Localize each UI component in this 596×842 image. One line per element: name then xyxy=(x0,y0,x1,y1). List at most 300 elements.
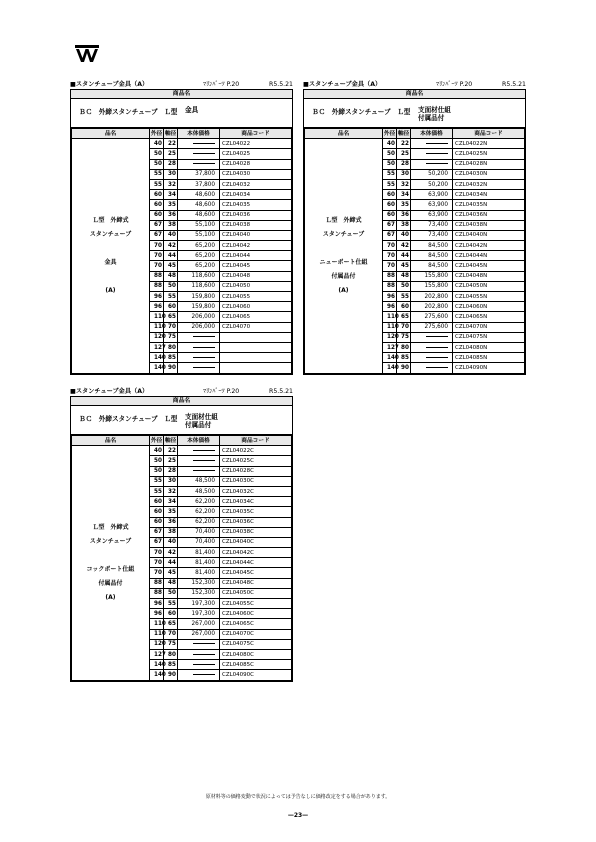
shaft-diameter-cell: 36 xyxy=(164,517,178,527)
shaft-diameter-cell: 22 xyxy=(164,139,178,149)
item-name-line: (A) xyxy=(105,286,116,294)
shaft-diameter-cell: 36 xyxy=(397,210,411,220)
shaft-diameter-cell: 80 xyxy=(397,342,411,352)
product-code-cell: CZL04090N xyxy=(453,363,525,373)
price-cell xyxy=(411,149,453,159)
product-code-cell: CZL04042 xyxy=(220,241,292,251)
item-name-line xyxy=(72,270,149,284)
shaft-diameter-cell: 85 xyxy=(397,353,411,363)
shaft-diameter-cell: 70 xyxy=(397,322,411,332)
outer-diameter-cell: 40 xyxy=(150,446,164,456)
outer-diameter-cell: 88 xyxy=(383,271,397,281)
price-cell: 62,200 xyxy=(178,507,220,517)
shaft-diameter-cell: 22 xyxy=(397,139,411,149)
no-price-dash xyxy=(193,643,215,644)
shaft-diameter-cell: 65 xyxy=(397,312,411,322)
shaft-diameter-cell: 35 xyxy=(164,507,178,517)
revision-date: R5.5.21 xyxy=(269,81,293,88)
column-header: 商品コード xyxy=(220,436,292,446)
item-name-cell xyxy=(72,139,150,373)
price-cell: 50,200 xyxy=(411,179,453,189)
item-name-cell xyxy=(305,139,383,373)
outer-diameter-cell: 96 xyxy=(150,302,164,312)
price-table xyxy=(304,128,525,374)
shaft-diameter-cell: 42 xyxy=(164,241,178,251)
outer-diameter-cell: 67 xyxy=(383,230,397,240)
price-cell: 197,300 xyxy=(178,599,220,609)
block-title: ■スタンチューブ金具（A） xyxy=(70,81,149,88)
product-code-cell: CZL04045 xyxy=(220,261,292,271)
outer-diameter-cell: 88 xyxy=(383,281,397,291)
product-code-cell: CZL04050N xyxy=(453,281,525,291)
shaft-diameter-cell: 28 xyxy=(397,159,411,169)
no-price-dash xyxy=(426,143,448,144)
price-cell: 202,800 xyxy=(411,292,453,302)
price-cell xyxy=(178,139,220,149)
item-name-line: 付属品付 xyxy=(331,272,356,280)
price-cell: 48,600 xyxy=(178,200,220,210)
price-cell: 152,300 xyxy=(178,578,220,588)
outer-diameter-cell: 67 xyxy=(150,220,164,230)
price-cell: 84,500 xyxy=(411,241,453,251)
shaft-diameter-cell: 44 xyxy=(397,251,411,261)
price-cell xyxy=(411,139,453,149)
shaft-diameter-cell: 65 xyxy=(164,312,178,322)
item-name-line: ニューポート仕組 xyxy=(319,258,368,266)
product-code-cell: CZL04075N xyxy=(453,332,525,342)
price-cell: 81,400 xyxy=(178,558,220,568)
shaft-diameter-cell: 22 xyxy=(164,446,178,456)
outer-diameter-cell: 110 xyxy=(150,619,164,629)
shaft-diameter-cell: 55 xyxy=(397,292,411,302)
column-header: 商品コード xyxy=(220,129,292,139)
price-cell xyxy=(411,332,453,342)
revision-date: R5.5.21 xyxy=(502,81,526,88)
shaft-diameter-cell: 45 xyxy=(164,568,178,578)
product-code-cell: CZL04042N xyxy=(453,241,525,251)
outer-diameter-cell: 110 xyxy=(150,312,164,322)
shaft-diameter-cell: 30 xyxy=(164,476,178,486)
item-name-line: (A) xyxy=(105,593,116,601)
shaft-diameter-cell: 50 xyxy=(164,281,178,291)
outer-diameter-cell: 55 xyxy=(150,486,164,496)
price-cell: 118,600 xyxy=(178,271,220,281)
price-cell: 202,800 xyxy=(411,302,453,312)
product-code-cell: CZL04065C xyxy=(220,619,292,629)
shaft-diameter-cell: 44 xyxy=(164,251,178,261)
item-name-line xyxy=(72,549,149,563)
item-name-line: 金具 xyxy=(104,258,117,266)
shaft-diameter-cell: 70 xyxy=(164,322,178,332)
price-cell xyxy=(178,149,220,159)
product-code-cell: CZL04055N xyxy=(453,292,525,302)
product-code-cell: CZL04022N xyxy=(453,139,525,149)
shaft-diameter-cell: 55 xyxy=(164,599,178,609)
product-code-cell: CZL04038 xyxy=(220,220,292,230)
outer-diameter-cell: 50 xyxy=(150,466,164,476)
price-cell: 37,800 xyxy=(178,169,220,179)
no-price-dash xyxy=(426,357,448,358)
shaft-diameter-cell: 50 xyxy=(164,588,178,598)
shaft-diameter-cell: 70 xyxy=(164,629,178,639)
product-description xyxy=(304,99,525,128)
price-cell: 155,800 xyxy=(411,271,453,281)
outer-diameter-cell: 70 xyxy=(383,251,397,261)
shaft-diameter-cell: 28 xyxy=(164,159,178,169)
shaft-diameter-cell: 38 xyxy=(397,220,411,230)
product-code-cell: CZL04060C xyxy=(220,609,292,619)
column-header: 軸径 xyxy=(164,129,178,139)
column-header: 外径 xyxy=(150,436,164,446)
shaft-diameter-cell: 48 xyxy=(164,578,178,588)
outer-diameter-cell: 127 xyxy=(150,342,164,352)
product-code-cell: CZL04085N xyxy=(453,353,525,363)
product-code-cell: CZL04055 xyxy=(220,292,292,302)
product-code-cell: CZL04036 xyxy=(220,210,292,220)
price-cell: 63,900 xyxy=(411,210,453,220)
table-row xyxy=(305,139,525,149)
product-code-cell: CZL04030 xyxy=(220,169,292,179)
product-code-cell: CZL04050 xyxy=(220,281,292,291)
product-code-cell: CZL04035C xyxy=(220,507,292,517)
no-price-dash xyxy=(426,163,448,164)
shaft-diameter-cell: 75 xyxy=(164,332,178,342)
tw-logo-icon xyxy=(74,44,100,64)
product-code-cell: CZL04032C xyxy=(220,486,292,496)
outer-diameter-cell: 70 xyxy=(150,558,164,568)
price-cell: 48,500 xyxy=(178,486,220,496)
outer-diameter-cell: 60 xyxy=(150,517,164,527)
outer-diameter-cell: 140 xyxy=(150,660,164,670)
price-cell xyxy=(411,342,453,352)
column-header: 品名 xyxy=(72,436,150,446)
product-code-cell: CZL04060N xyxy=(453,302,525,312)
price-block xyxy=(70,387,293,682)
shaft-diameter-cell: 75 xyxy=(164,639,178,649)
outer-diameter-cell: 88 xyxy=(150,271,164,281)
product-description xyxy=(71,99,292,128)
outer-diameter-cell: 50 xyxy=(383,149,397,159)
price-table xyxy=(71,128,292,374)
outer-diameter-cell: 70 xyxy=(150,568,164,578)
price-cell xyxy=(178,649,220,659)
shaft-diameter-cell: 45 xyxy=(164,261,178,271)
outer-diameter-cell: 140 xyxy=(150,353,164,363)
column-header: 本体価格 xyxy=(178,129,220,139)
price-cell xyxy=(178,342,220,352)
price-cell: 197,300 xyxy=(178,609,220,619)
outer-diameter-cell: 55 xyxy=(383,179,397,189)
no-price-dash xyxy=(193,367,215,368)
column-header: 本体価格 xyxy=(411,129,453,139)
outer-diameter-cell: 120 xyxy=(150,639,164,649)
product-code-cell: CZL04040N xyxy=(453,230,525,240)
product-code-cell xyxy=(220,342,292,352)
shaft-diameter-cell: 90 xyxy=(397,363,411,373)
item-name-line: スタンチューブ xyxy=(322,230,365,238)
price-block xyxy=(70,80,293,375)
product-name-header: 商品名 xyxy=(71,397,292,406)
column-header: 外径 xyxy=(150,129,164,139)
product-code-cell: CZL04040C xyxy=(220,537,292,547)
shaft-diameter-cell: 90 xyxy=(164,363,178,373)
outer-diameter-cell: 140 xyxy=(383,353,397,363)
page-reference: ﾏﾘﾝﾊﾟｰﾂ P.20 xyxy=(436,81,473,88)
product-code-cell: CZL04070 xyxy=(220,322,292,332)
item-name-line: Ｌ型 外締式 xyxy=(325,216,362,224)
shaft-diameter-cell: 65 xyxy=(164,619,178,629)
price-cell: 62,200 xyxy=(178,497,220,507)
no-price-dash xyxy=(193,674,215,675)
column-header: 本体価格 xyxy=(178,436,220,446)
product-code-cell: CZL04038N xyxy=(453,220,525,230)
no-price-dash xyxy=(426,153,448,154)
outer-diameter-cell: 50 xyxy=(150,159,164,169)
price-cell: 70,400 xyxy=(178,537,220,547)
page-reference: ﾏﾘﾝﾊﾟｰﾂ P.20 xyxy=(203,81,240,88)
shaft-diameter-cell: 90 xyxy=(164,670,178,680)
shaft-diameter-cell: 34 xyxy=(397,190,411,200)
outer-diameter-cell: 40 xyxy=(383,139,397,149)
revision-date: R5.5.21 xyxy=(269,388,293,395)
shaft-diameter-cell: 48 xyxy=(164,271,178,281)
outer-diameter-cell: 55 xyxy=(150,476,164,486)
no-price-dash xyxy=(193,336,215,337)
product-code-cell: CZL04034N xyxy=(453,190,525,200)
shaft-diameter-cell: 25 xyxy=(397,149,411,159)
product-code-cell: CZL04048C xyxy=(220,578,292,588)
item-name-line: スタンチューブ xyxy=(89,537,132,545)
shaft-diameter-cell: 35 xyxy=(164,200,178,210)
product-code-cell xyxy=(220,332,292,342)
product-code-cell: CZL04022C xyxy=(220,446,292,456)
price-cell xyxy=(178,159,220,169)
price-table-box xyxy=(70,89,293,375)
shaft-diameter-cell: 42 xyxy=(397,241,411,251)
column-header: 品名 xyxy=(305,129,383,139)
table-row xyxy=(72,139,292,149)
shaft-diameter-cell: 75 xyxy=(397,332,411,342)
product-code-cell: CZL04035 xyxy=(220,200,292,210)
product-code-cell: CZL04022 xyxy=(220,139,292,149)
outer-diameter-cell: 96 xyxy=(150,292,164,302)
outer-diameter-cell: 96 xyxy=(150,599,164,609)
price-cell: 206,000 xyxy=(178,322,220,332)
item-name-line: スタンチューブ xyxy=(89,230,132,238)
outer-diameter-cell: 67 xyxy=(150,527,164,537)
item-name-line: Ｌ型 外締式 xyxy=(92,523,129,531)
outer-diameter-cell: 55 xyxy=(383,169,397,179)
outer-diameter-cell: 60 xyxy=(150,190,164,200)
product-name-header: 商品名 xyxy=(71,90,292,99)
no-price-dash xyxy=(426,347,448,348)
product-code-cell: CZL04090C xyxy=(220,670,292,680)
price-cell: 70,400 xyxy=(178,527,220,537)
outer-diameter-cell: 70 xyxy=(383,241,397,251)
product-code-cell: CZL04038C xyxy=(220,527,292,537)
outer-diameter-cell: 70 xyxy=(150,548,164,558)
shaft-diameter-cell: 50 xyxy=(397,281,411,291)
outer-diameter-cell: 88 xyxy=(150,588,164,598)
shaft-diameter-cell: 80 xyxy=(164,649,178,659)
page-reference: ﾏﾘﾝﾊﾟｰﾂ P.20 xyxy=(203,388,240,395)
price-cell xyxy=(178,332,220,342)
price-cell: 267,000 xyxy=(178,619,220,629)
column-header: 軸径 xyxy=(164,436,178,446)
shaft-diameter-cell: 36 xyxy=(164,210,178,220)
block-header xyxy=(70,80,293,89)
description-suffix: 支面材仕組 付属品付 xyxy=(185,413,218,429)
price-cell: 275,600 xyxy=(411,312,453,322)
price-cell xyxy=(178,446,220,456)
no-price-dash xyxy=(193,450,215,451)
outer-diameter-cell: 70 xyxy=(150,241,164,251)
product-code-cell: CZL04025 xyxy=(220,149,292,159)
price-cell: 155,800 xyxy=(411,281,453,291)
shaft-diameter-cell: 60 xyxy=(164,302,178,312)
outer-diameter-cell: 67 xyxy=(150,537,164,547)
product-code-cell xyxy=(220,363,292,373)
price-cell: 37,800 xyxy=(178,179,220,189)
product-code-cell: CZL04055C xyxy=(220,599,292,609)
table-row xyxy=(72,446,292,456)
outer-diameter-cell: 110 xyxy=(150,322,164,332)
product-code-cell: CZL04075C xyxy=(220,639,292,649)
price-cell: 275,600 xyxy=(411,322,453,332)
outer-diameter-cell: 67 xyxy=(383,220,397,230)
product-code-cell: CZL04030N xyxy=(453,169,525,179)
no-price-dash xyxy=(193,470,215,471)
no-price-dash xyxy=(426,367,448,368)
shaft-diameter-cell: 60 xyxy=(397,302,411,312)
price-table xyxy=(71,435,292,681)
price-table-box xyxy=(303,89,526,375)
price-cell xyxy=(178,639,220,649)
product-name-header: 商品名 xyxy=(304,90,525,99)
product-code-cell: CZL04042C xyxy=(220,548,292,558)
shaft-diameter-cell: 44 xyxy=(164,558,178,568)
price-cell: 65,200 xyxy=(178,251,220,261)
description-line: ＢＣ 外締スタンチューブ Ｌ型 xyxy=(312,108,411,116)
product-code-cell: CZL04035N xyxy=(453,200,525,210)
product-code-cell: CZL04080N xyxy=(453,342,525,352)
price-cell: 267,000 xyxy=(178,629,220,639)
shaft-diameter-cell: 38 xyxy=(164,527,178,537)
outer-diameter-cell: 60 xyxy=(383,200,397,210)
price-cell: 81,400 xyxy=(178,548,220,558)
price-cell: 73,400 xyxy=(411,230,453,240)
shaft-diameter-cell: 40 xyxy=(397,230,411,240)
shaft-diameter-cell: 60 xyxy=(164,609,178,619)
shaft-diameter-cell: 38 xyxy=(164,220,178,230)
column-header: 外径 xyxy=(383,129,397,139)
shaft-diameter-cell: 28 xyxy=(164,466,178,476)
product-code-cell: CZL04048N xyxy=(453,271,525,281)
block-title: ■スタンチューブ金具（A） xyxy=(70,388,149,395)
shaft-diameter-cell: 85 xyxy=(164,660,178,670)
price-cell: 84,500 xyxy=(411,261,453,271)
description-suffix: 金具 xyxy=(185,106,199,114)
outer-diameter-cell: 60 xyxy=(150,497,164,507)
no-price-dash xyxy=(193,664,215,665)
product-code-cell: CZL04045C xyxy=(220,568,292,578)
description-suffix: 支面材仕組 付属品付 xyxy=(418,106,451,122)
shaft-diameter-cell: 85 xyxy=(164,353,178,363)
product-code-cell: CZL04070C xyxy=(220,629,292,639)
shaft-diameter-cell: 48 xyxy=(397,271,411,281)
product-code-cell: CZL04030C xyxy=(220,476,292,486)
outer-diameter-cell: 70 xyxy=(150,251,164,261)
no-price-dash xyxy=(426,336,448,337)
outer-diameter-cell: 110 xyxy=(150,629,164,639)
outer-diameter-cell: 40 xyxy=(150,139,164,149)
shaft-diameter-cell: 32 xyxy=(397,179,411,189)
price-cell xyxy=(178,456,220,466)
outer-diameter-cell: 140 xyxy=(150,670,164,680)
product-code-cell: CZL04032 xyxy=(220,179,292,189)
shaft-diameter-cell: 40 xyxy=(164,537,178,547)
outer-diameter-cell: 60 xyxy=(383,210,397,220)
outer-diameter-cell: 60 xyxy=(150,507,164,517)
price-cell: 55,100 xyxy=(178,220,220,230)
product-code-cell: CZL04048 xyxy=(220,271,292,281)
price-cell: 48,600 xyxy=(178,190,220,200)
shaft-diameter-cell: 45 xyxy=(397,261,411,271)
block-header xyxy=(303,80,526,89)
product-code-cell: CZL04070N xyxy=(453,322,525,332)
item-name-line: 付属品付 xyxy=(98,579,123,587)
description-line: ＢＣ 外締スタンチューブ Ｌ型 xyxy=(79,415,178,423)
price-cell xyxy=(411,363,453,373)
price-cell: 65,200 xyxy=(178,241,220,251)
outer-diameter-cell: 50 xyxy=(383,159,397,169)
shaft-diameter-cell: 34 xyxy=(164,190,178,200)
price-cell xyxy=(411,353,453,363)
shaft-diameter-cell: 32 xyxy=(164,486,178,496)
no-price-dash xyxy=(193,153,215,154)
shaft-diameter-cell: 30 xyxy=(397,169,411,179)
product-code-cell: CZL04080C xyxy=(220,649,292,659)
item-name-line xyxy=(72,242,149,256)
product-code-cell: CZL04065 xyxy=(220,312,292,322)
price-cell: 206,000 xyxy=(178,312,220,322)
product-description xyxy=(71,406,292,435)
no-price-dash xyxy=(193,163,215,164)
product-code-cell: CZL04028N xyxy=(453,159,525,169)
shaft-diameter-cell: 25 xyxy=(164,149,178,159)
page-number: —23— xyxy=(287,812,309,819)
product-code-cell: CZL04045N xyxy=(453,261,525,271)
item-name-line: コックポート仕組 xyxy=(86,565,135,573)
item-name-cell xyxy=(72,446,150,680)
price-cell: 63,900 xyxy=(411,200,453,210)
price-cell: 50,200 xyxy=(411,169,453,179)
product-code-cell: CZL04036N xyxy=(453,210,525,220)
product-code-cell: CZL04065N xyxy=(453,312,525,322)
product-code-cell: CZL04085C xyxy=(220,660,292,670)
product-code-cell: CZL04044 xyxy=(220,251,292,261)
outer-diameter-cell: 110 xyxy=(383,312,397,322)
block-header xyxy=(70,387,293,396)
item-name-line xyxy=(305,242,382,256)
price-block xyxy=(303,80,526,375)
price-cell: 118,600 xyxy=(178,281,220,291)
product-code-cell: CZL04044C xyxy=(220,558,292,568)
block-title: ■スタンチューブ金具（A） xyxy=(303,81,382,88)
column-header: 軸径 xyxy=(397,129,411,139)
product-code-cell: CZL04040 xyxy=(220,230,292,240)
product-code-cell: CZL04034C xyxy=(220,497,292,507)
